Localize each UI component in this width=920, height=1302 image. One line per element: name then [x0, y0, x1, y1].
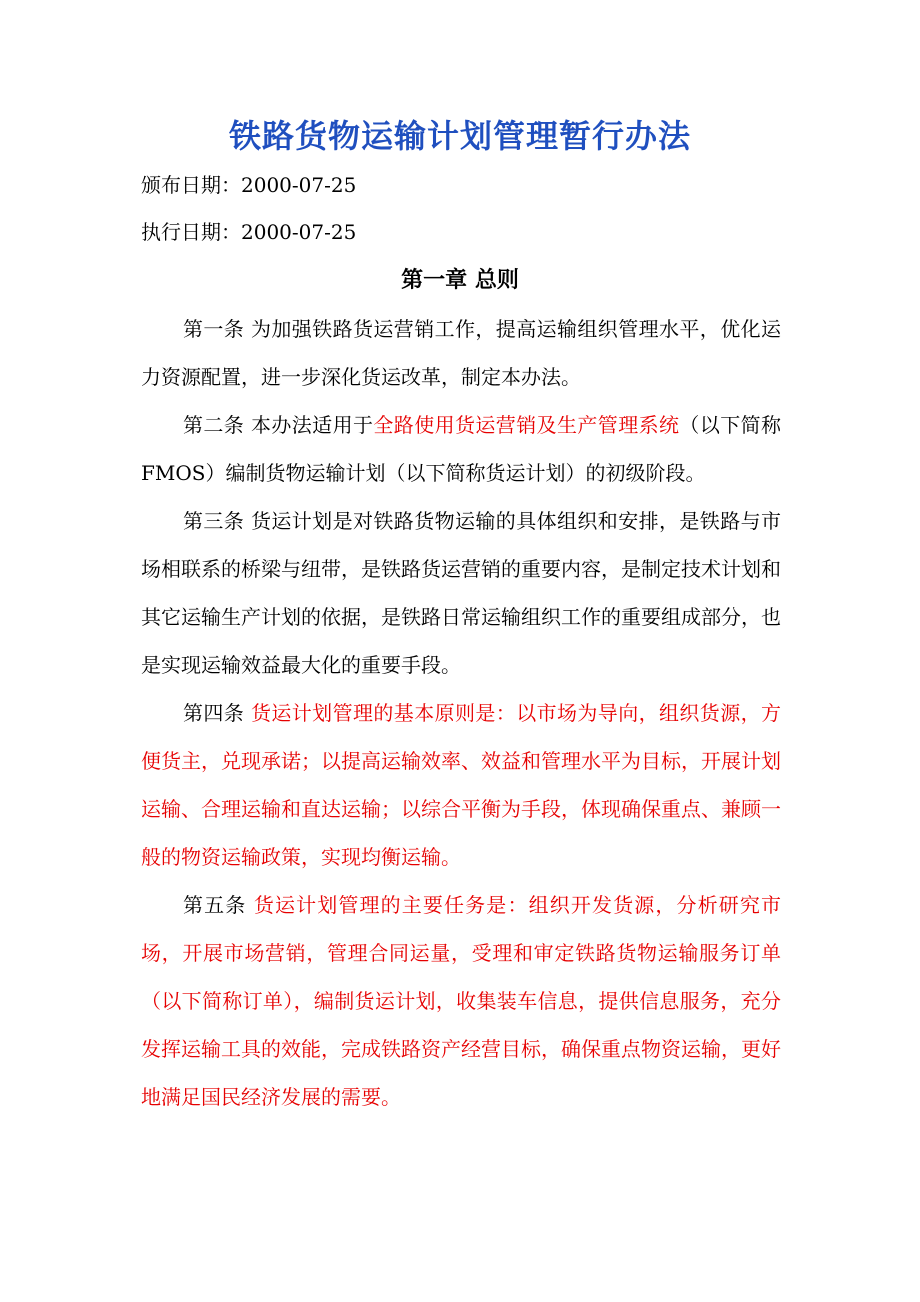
- article-label: 第三条: [183, 509, 245, 533]
- article-highlight: 货运计划管理的基本原则是：以市场为导向，组织货源，方便货主，兑现承诺；以提高运输效率、效益和管理水平为目标，开展计划运输、合理运输和直达运输；以综合平衡为手段，体现确保重点、兼顾一般的物资运输政策，实现均衡运输。: [141, 701, 782, 869]
- article-label: 第五条: [183, 893, 247, 917]
- chapter-title: 第一章 总则: [401, 267, 519, 293]
- effective-date: 执行日期：2000-07-25: [141, 220, 357, 244]
- article-label: 第二条: [183, 413, 245, 437]
- article-2: [141, 401, 781, 497]
- document-title: 铁路货物运输计划管理暂行办法: [228, 117, 691, 155]
- article-5: [141, 881, 781, 1121]
- article-text: 为加强铁路货运营销工作，提高运输组织管理水平，优化运力资源配置，进一步深化货运改革，制定本办法。: [141, 317, 782, 389]
- article-text: 本办法适用于: [244, 413, 374, 437]
- article-label: 第一条: [183, 317, 245, 341]
- article-4: [141, 689, 781, 881]
- article-highlight: 全路使用货运营销及生产管理系统: [373, 413, 680, 437]
- article-text-continued: （以下简称FMOS）编制货物运输计划（以下简称货运计划）的初级阶段。: [141, 413, 782, 485]
- publish-date: 颁布日期：2000-07-25: [141, 173, 357, 197]
- article-text: 货运计划是对铁路货物运输的具体组织和安排，是铁路与市场相联系的桥梁与纽带，是铁路货运营销的重要内容，是制定技术计划和其它运输生产计划的依据，是铁路日常运输组织工作的重要组成部分，也是实现运输效益最大化的重要手段。: [141, 509, 782, 677]
- article-3: [141, 497, 781, 689]
- article-label: 第四条: [183, 701, 245, 725]
- article-1: [141, 305, 781, 401]
- article-highlight: 货运计划管理的主要任务是：组织开发货源，分析研究市场，开展市场营销，管理合同运量，受理和审定铁路货物运输服务订单（以下简称订单），编制货运计划，收集装车信息，提供信息服务，充分发挥运输工具的效能，完成铁路资产经营目标，确保重点物资运输，更好地满足国民经济发展的需要。: [141, 893, 781, 1109]
